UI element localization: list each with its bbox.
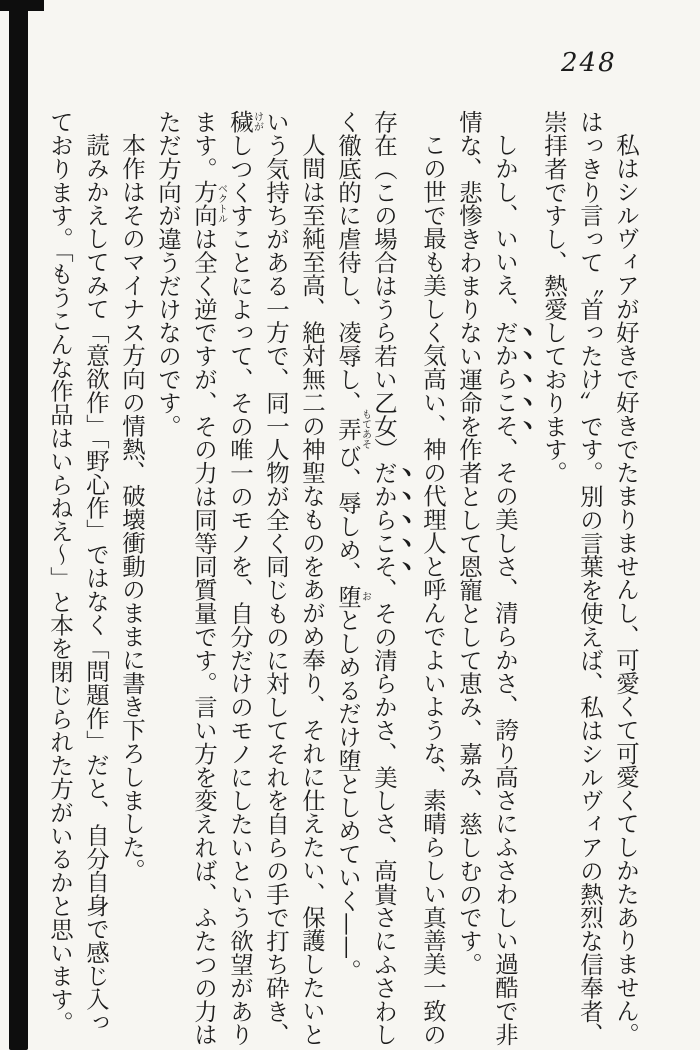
ruby-annotated-word: 堕お xyxy=(334,584,371,609)
paragraph: しかし、いいえ、だからこそ、その美しさ、清らかさ、誇り高さにふさわしい過酷で非情な、悲惨きわまりない運命を作者として恩寵として恵み、嘉み、慈しむのです。 xyxy=(455,110,519,1046)
scan-edge-top xyxy=(0,0,44,11)
emphasized-text: だからこそ xyxy=(491,320,519,438)
paragraph: 本作はそのマイナス方向の情熱、破壊衝動のままに書き下ろしました。 xyxy=(118,133,146,883)
paragraph: この世で最も美しく気高い、神の代理人と呼んでよいような、素晴らしい真善美一致の存在（この場合はうら若い乙女）だからこそ、その清らかさ、美しさ、高貴さにふさわしく徹底的に虐待し、凌辱し、弄もてあそび、辱しめ、堕おとしめるだけ堕としめていく——。 xyxy=(334,110,447,1046)
ruby-annotated-word: 穢けが xyxy=(226,110,263,134)
emphasized-text: だからこそ xyxy=(370,461,398,578)
afterword-text xyxy=(46,110,644,1048)
ruby-annotated-word: 弄もてあそ xyxy=(334,409,371,450)
scan-edge-left xyxy=(9,0,28,1050)
paragraph: 人間は至純至高、絶対無二の神聖なものをあがめ奉り、それに仕えたい、保護したいという気持ちがある一方で、同一人物が全く同じものに対してそれを自らの手で打ち砕き、穢けがしつくすことによって、その唯一のモノを、自分だけのモノにしたいという欲望があります。方向ベクトルは全く逆ですが、その力は同等同質量です。言い方を変えれば、ふたつの力はただ方向が違うだけなのです。 xyxy=(154,110,326,1047)
ruby-annotated-word: 方向ベクトル xyxy=(190,180,227,228)
paragraph: 私はシルヴィアが好きで好きでたまりませんし、可愛くて可愛くてしかたありません。はっきり言って〝首ったけ〞です。別の言葉を使えば、私はシルヴィアの熱烈な信奉者、崇拝者ですし、熱愛しております。 xyxy=(540,110,640,1046)
paragraph: 読みかえしてみて「意欲作」「野心作」ではなく「問題作」だと、自分自身で感じ入っております。「もうこんな作品はいらねえ〜」と本を閉じられた方がいるかと思います。 xyxy=(46,110,110,1035)
page-number: 248 xyxy=(561,48,617,78)
